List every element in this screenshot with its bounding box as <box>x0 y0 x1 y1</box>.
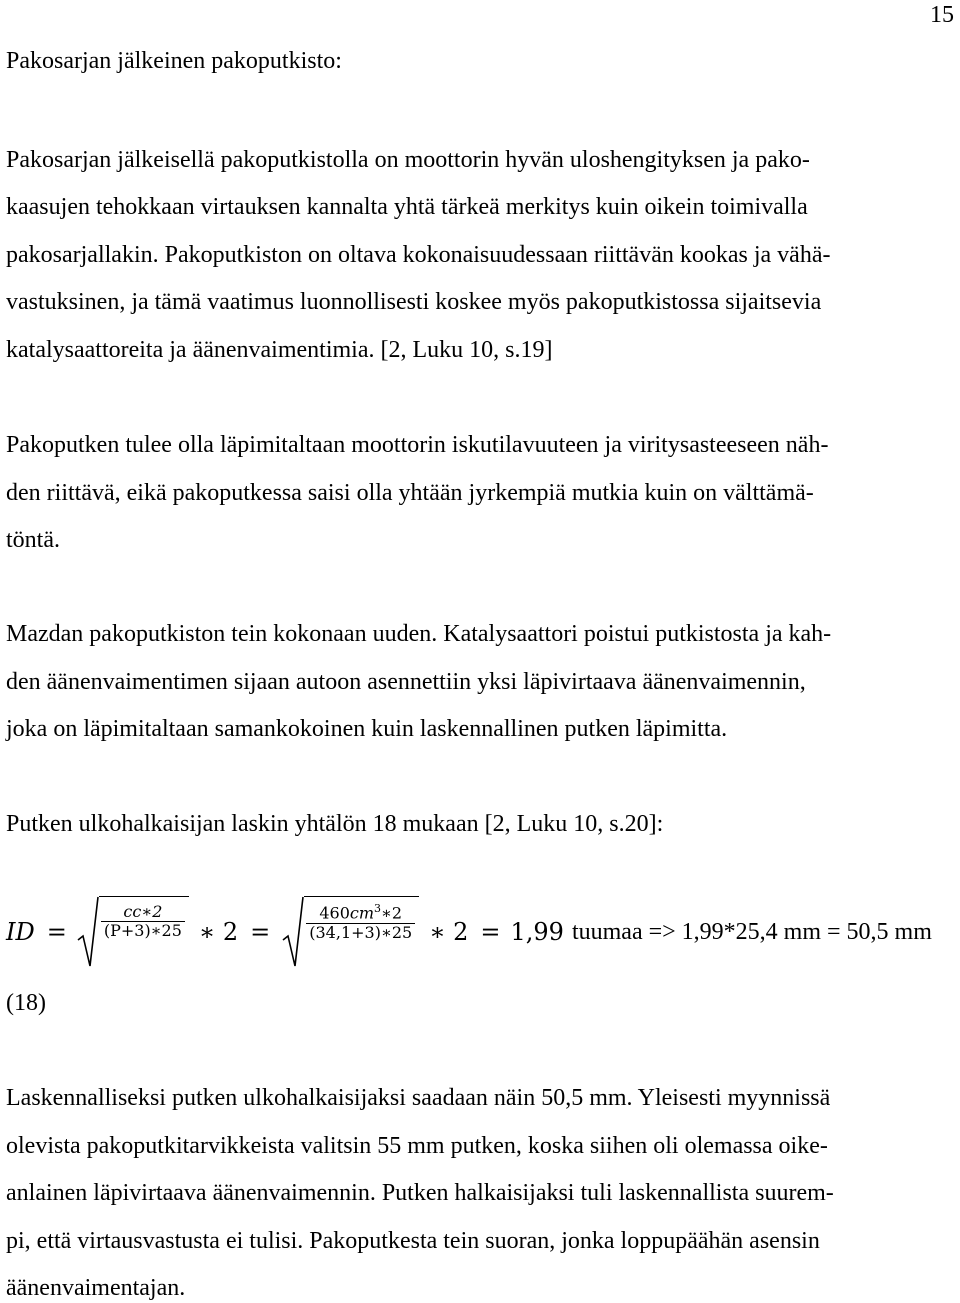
fraction-2 <box>306 903 415 942</box>
equation-18 <box>6 892 956 972</box>
paragraph-2-line-2: den riittävä, eikä pakoputkessa saisi olla yhtään jyrkempiä mutkia kuin on välttämä- <box>6 480 814 506</box>
paragraph-5-line-1: Laskennalliseksi putken ulkohalkaisijaksi saadaan näin 50,5 mm. Yleisesti myynnissä <box>6 1085 831 1111</box>
equation-number: (18) <box>6 990 46 1016</box>
equation-equals-3: = <box>480 918 501 946</box>
paragraph-2-line-3: töntä. <box>6 527 60 553</box>
paragraph-3-line-3: joka on läpimitaltaan samankokoinen kuin laskennallinen putken läpimitta. <box>6 716 728 742</box>
fraction-2-denominator: (34,1+3)∗25 <box>306 923 415 942</box>
equation-times-2: ∗ 2 <box>429 918 469 946</box>
equation-equals-2: = <box>250 918 271 946</box>
paragraph-1-line-5: katalysaattoreita ja äänenvaimentimia. [2, Luku 10, s.19] <box>6 337 553 363</box>
paragraph-1-line-3: pakosarjallakin. Pakoputkiston on oltava kokonaisuudessaan riittävän kookas ja vähä- <box>6 242 831 268</box>
paragraph-3-line-1: Mazdan pakoputkiston tein kokonaan uuden. Katalysaattori poistui putkistosta ja kah- <box>6 621 832 647</box>
equation-result: 1,99 <box>510 918 564 946</box>
fraction-1-numerator: cc∗2 <box>123 902 163 921</box>
fraction-1-denominator: (P+3)∗25 <box>101 921 185 940</box>
sqrt-1 <box>77 896 189 968</box>
paragraph-5-line-2: olevista pakoputkitarvikkeista valitsin 55 mm putken, koska siihen oli olemassa oike- <box>6 1133 828 1159</box>
paragraph-5-line-3: anlainen läpivirtaava äänenvaimennin. Putken halkaisijaksi tuli laskennallista suurem- <box>6 1180 834 1206</box>
fraction-1 <box>101 903 185 941</box>
equation-times-1: ∗ 2 <box>198 918 239 946</box>
paragraph-1-line-1: Pakosarjan jälkeisellä pakoputkistolla on moottorin hyvän uloshengityksen ja pako- <box>6 147 810 173</box>
paragraph-5-line-5: äänenvaimentajan. <box>6 1275 186 1301</box>
fraction-2-numerator: $460cm^3∗2$ <box>319 902 403 923</box>
paragraph-1-line-4: vastuksinen, ja tämä vaatimus luonnollisesti koskee myös pakoputkistossa sijaitsevia <box>6 289 822 315</box>
radical-sign-icon <box>282 896 304 968</box>
paragraph-2-line-1: Pakoputken tulee olla läpimitaltaan moottorin iskutilavuuteen ja viritysasteeseen näh- <box>6 432 829 458</box>
equation-tail: tuumaa => 1,99*25,4 mm = 50,5 mm <box>571 918 932 945</box>
paragraph-3-line-2: den äänenvaimentimen sijaan autoon asennettiin yksi läpivirtaava äänenvaimennin, <box>6 669 806 695</box>
radical-sign-icon <box>77 896 99 968</box>
paragraph-1-line-2: kaasujen tehokkaan virtauksen kannalta yhtä tärkeä merkitys kuin oikein toimivalla <box>6 194 808 220</box>
equation-equals-1: = <box>46 918 67 946</box>
paragraph-5-line-4: pi, että virtausvastusta ei tulisi. Pakoputkesta tein suoran, jonka loppupäähän asensin <box>6 1228 820 1254</box>
paragraph-4-line-1: Putken ulkohalkaisijan laskin yhtälön 18 mukaan [2, Luku 10, s.20]: <box>6 811 664 837</box>
sqrt-2 <box>282 896 419 968</box>
section-heading: Pakosarjan jälkeinen pakoputkisto: <box>6 48 342 74</box>
equation-lhs: ID <box>6 918 35 946</box>
page-number: 15 <box>930 2 954 28</box>
